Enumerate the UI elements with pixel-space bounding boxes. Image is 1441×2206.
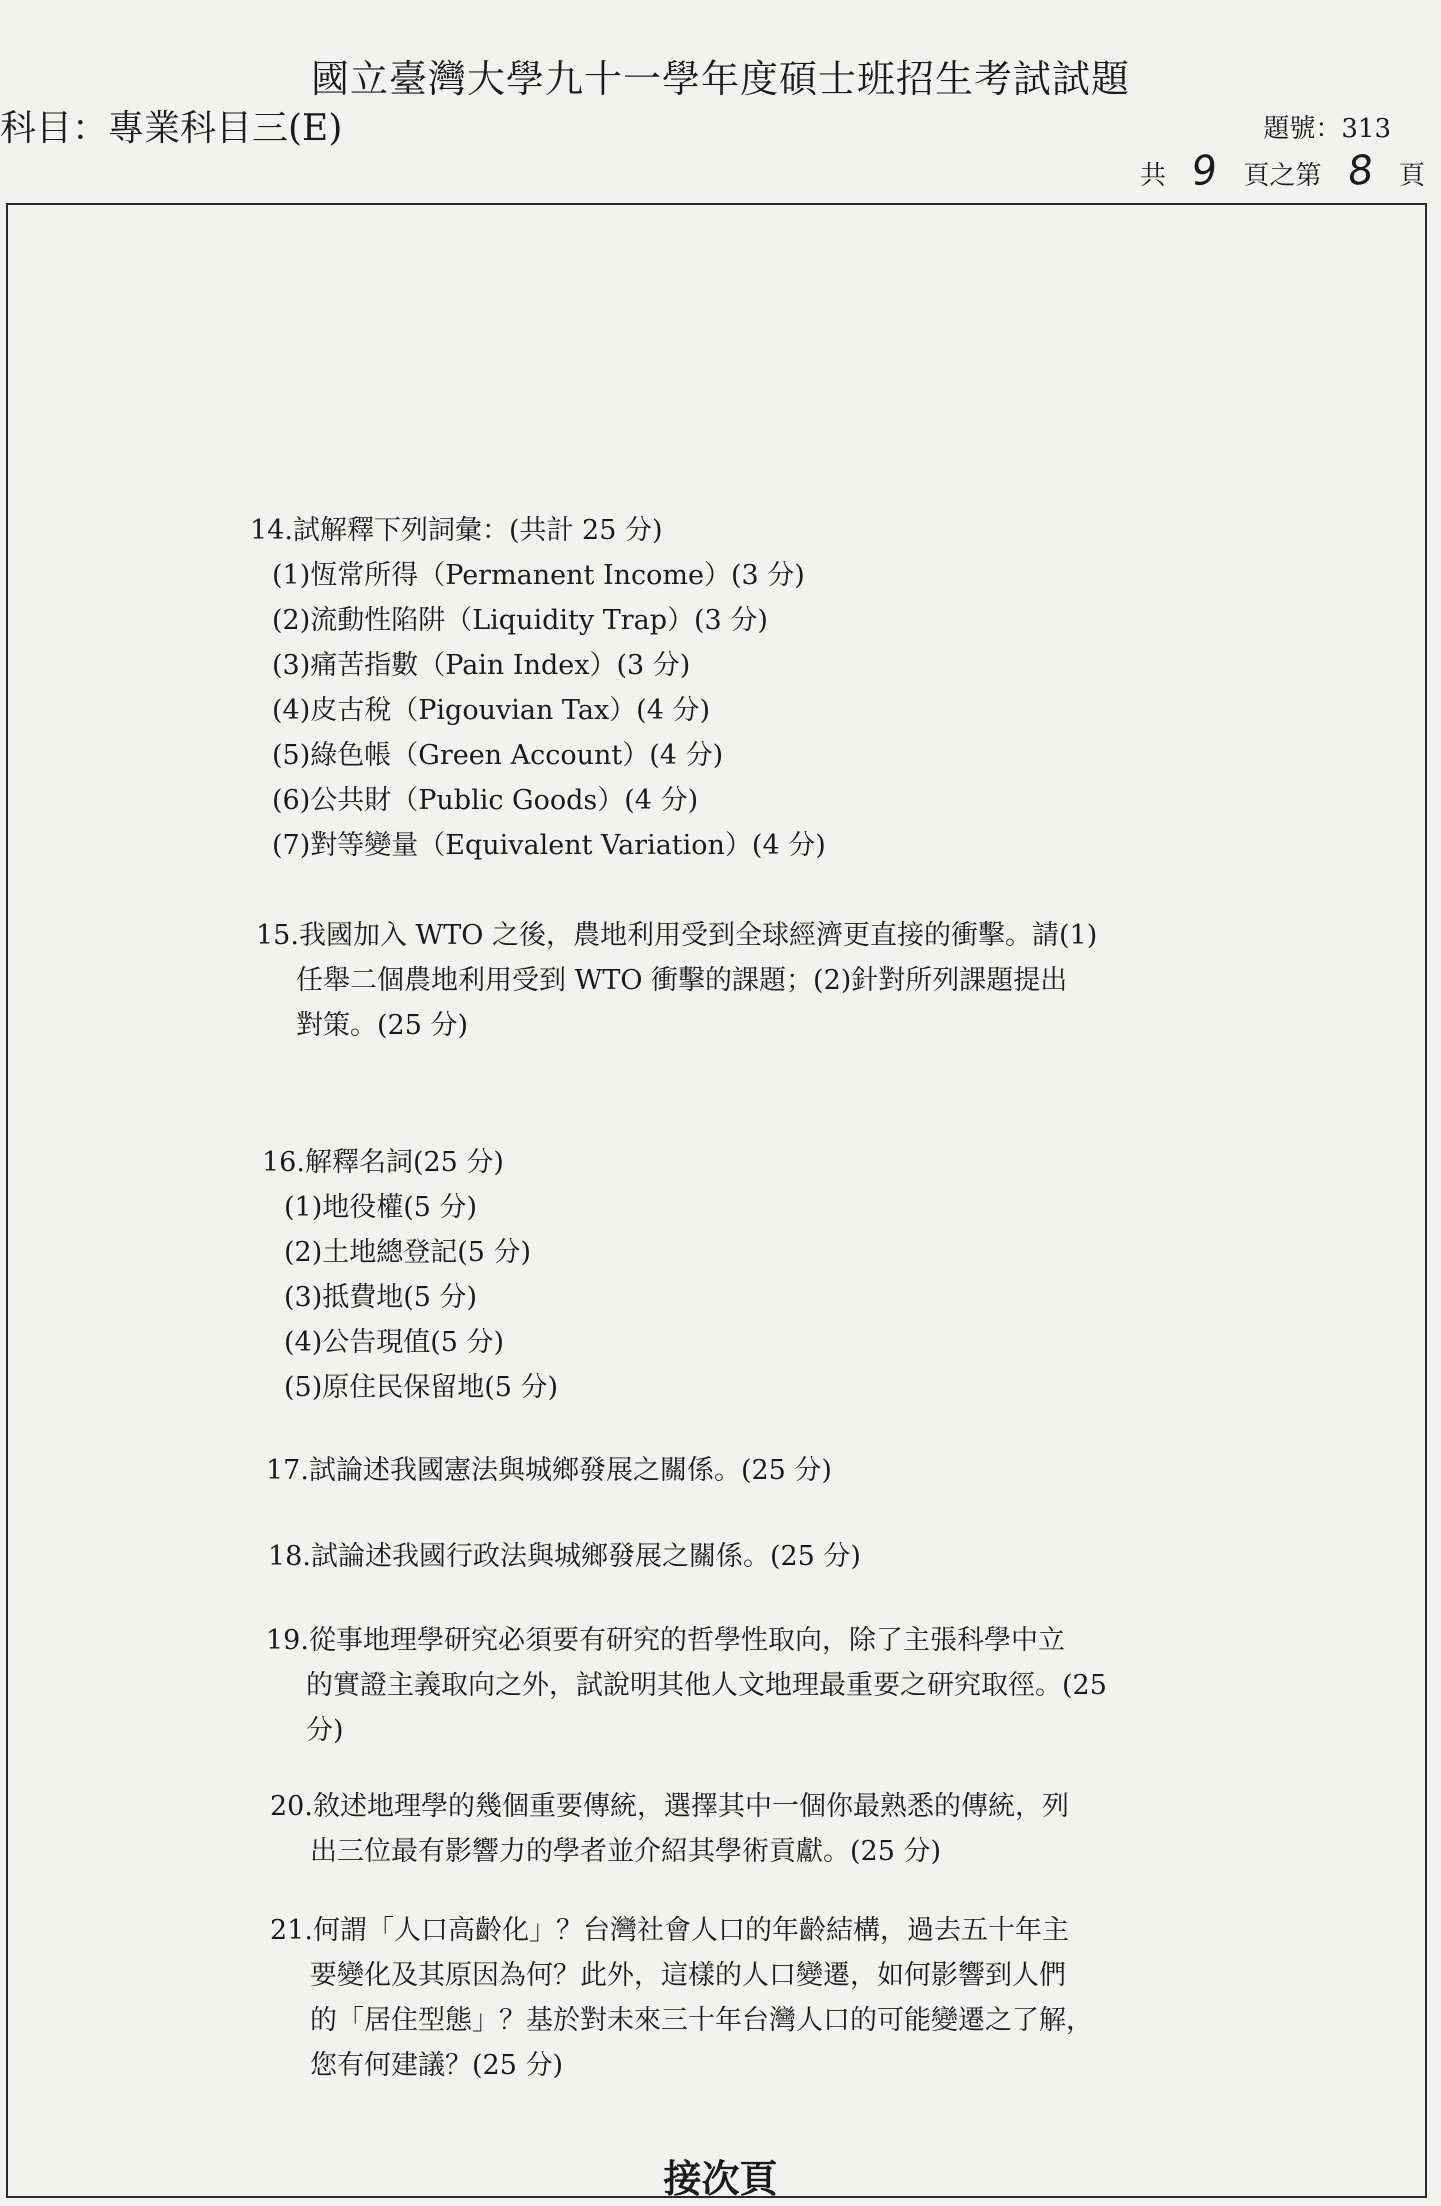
- question-text: 對策。(25 分): [296, 1010, 469, 1041]
- question-text: 要變化及其原因為何？此外，這樣的人口變遷，如何影響到人們: [310, 1960, 1066, 1991]
- question-text: 21.何謂「人口高齡化」？台灣社會人口的年齡結構，過去五十年主: [270, 1915, 1069, 1946]
- question-text: 17.試論述我國憲法與城鄉發展之關係。(25 分): [266, 1455, 832, 1486]
- question-15: [256, 913, 1097, 1048]
- question-text: 您有何建議？(25 分): [310, 2050, 564, 2081]
- question-14: [250, 508, 826, 868]
- question-item: (1)恆常所得（Permanent Income）(3 分): [272, 560, 805, 591]
- question-20: [270, 1784, 1069, 1874]
- question-17: [266, 1448, 832, 1493]
- pages-total: 9: [1189, 146, 1220, 196]
- continue-next-page: 接次頁: [663, 2156, 778, 2201]
- question-text: 16.解釋名詞(25 分): [262, 1147, 504, 1178]
- exam-title: 國立臺灣大學九十一學年度碩士班招生考試試題: [310, 57, 1130, 101]
- question-text: 14.試解釋下列詞彙：(共計 25 分): [250, 515, 663, 546]
- question-text: 19.從事地理學研究必須要有研究的哲學性取向，除了主張科學中立: [266, 1625, 1065, 1656]
- question-text: 的實證主義取向之外，試說明其他人文地理最重要之研究取徑。(25: [306, 1670, 1107, 1701]
- question-text: 15.我國加入 WTO 之後，農地利用受到全球經濟更直接的衝擊。請(1): [256, 920, 1098, 951]
- question-item: (2)流動性陷阱（Liquidity Trap）(3 分): [272, 605, 768, 636]
- question-18: [268, 1534, 861, 1579]
- pages-suffix: 頁: [1398, 161, 1425, 191]
- question-text: 分): [306, 1715, 344, 1746]
- question-21: [270, 1908, 1093, 2088]
- question-item: (6)公共財（Public Goods）(4 分): [272, 785, 699, 816]
- subject-label: 科目：專業科目三(E): [0, 108, 343, 149]
- question-item: (4)皮古稅（Pigouvian Tax）(4 分): [272, 695, 710, 726]
- pages-prefix: 共: [1140, 161, 1167, 191]
- question-text: 20.敘述地理學的幾個重要傳統，選擇其中一個你最熟悉的傳統，列: [270, 1791, 1069, 1822]
- question-item: (5)原住民保留地(5 分): [284, 1372, 559, 1403]
- question-item: (1)地役權(5 分): [284, 1192, 478, 1223]
- question-item: (5)綠色帳（Green Account）(4 分): [272, 740, 724, 771]
- question-item: (3)痛苦指數（Pain Index）(3 分): [272, 650, 691, 681]
- pages-middle: 頁之第: [1243, 161, 1322, 191]
- question-text: 18.試論述我國行政法與城鄉發展之關係。(25 分): [268, 1541, 861, 1572]
- question-number: 題號：313: [1263, 114, 1391, 144]
- question-16: [262, 1140, 558, 1410]
- question-item: (4)公告現值(5 分): [284, 1327, 505, 1358]
- question-item: (2)土地總登記(5 分): [284, 1237, 532, 1268]
- question-text: 任舉二個農地利用受到 WTO 衝擊的課題；(2)針對所列課題提出: [296, 965, 1068, 996]
- question-item: (7)對等變量（Equivalent Variation）(4 分): [272, 830, 826, 861]
- question-text: 的「居住型態」？基於對未來三十年台灣人口的可能變遷之了解，: [310, 2005, 1093, 2036]
- question-19: [266, 1618, 1107, 1753]
- page-current: 8: [1345, 146, 1376, 196]
- question-text: 出三位最有影響力的學者並介紹其學術貢獻。(25 分): [310, 1836, 942, 1867]
- question-item: (3)抵費地(5 分): [284, 1282, 478, 1313]
